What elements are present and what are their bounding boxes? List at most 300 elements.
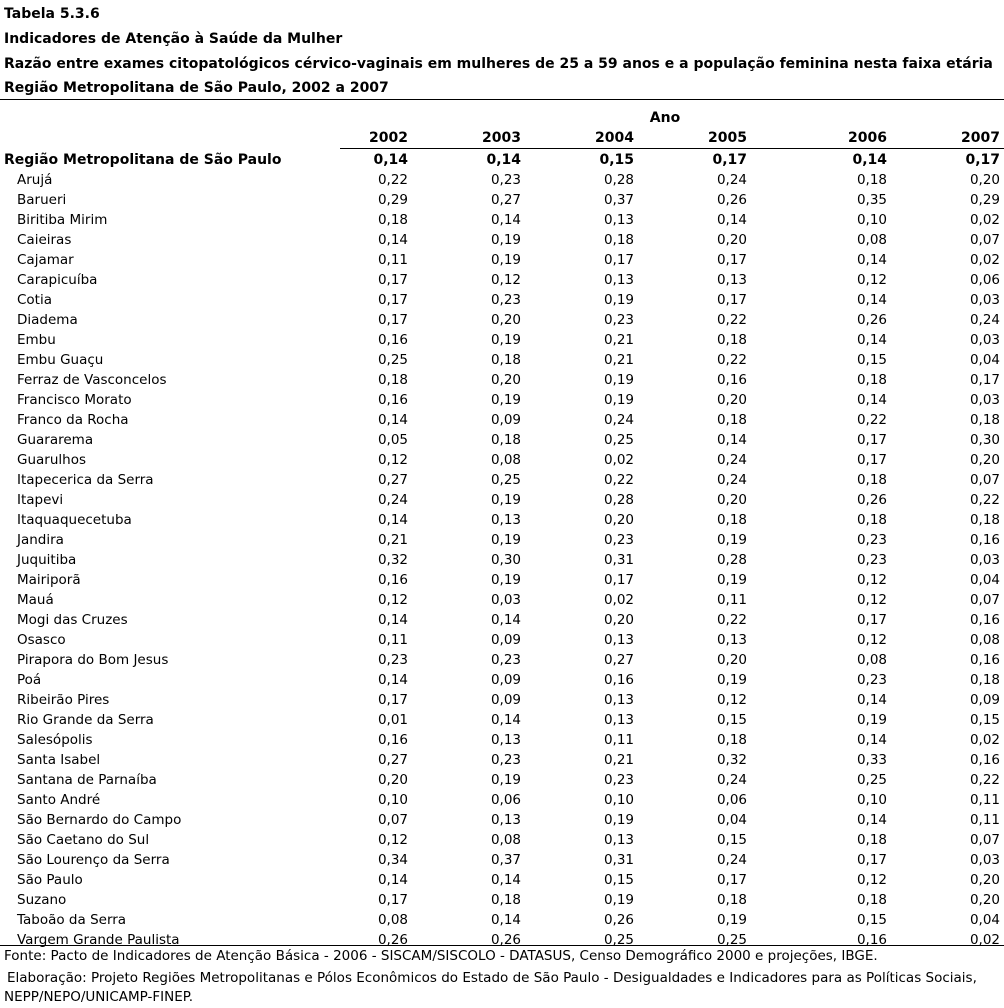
- cell-2005: 0,24: [716, 172, 747, 188]
- cell-2007: 0,18: [969, 672, 1000, 688]
- cell-2002: 0,07: [377, 812, 408, 828]
- cell-2007: 0,22: [969, 492, 1000, 508]
- cell-2002: 0,18: [377, 212, 408, 228]
- row-label: Osasco: [17, 632, 66, 648]
- table-row: [0, 450, 1004, 470]
- cell-2007: 0,18: [969, 412, 1000, 428]
- cell-2005: 0,18: [716, 412, 747, 428]
- cell-2002: 0,23: [377, 652, 408, 668]
- cell-2003: 0,19: [490, 572, 521, 588]
- cell-2007: 0,16: [969, 652, 1000, 668]
- cell-2006: 0,26: [856, 492, 887, 508]
- row-label: Barueri: [17, 192, 67, 208]
- row-label: Vargem Grande Paulista: [17, 932, 180, 948]
- cell-2003: 0,19: [490, 492, 521, 508]
- table-row: [0, 850, 1004, 870]
- cell-2005: 0,19: [716, 532, 747, 548]
- cell-2006: 0,35: [856, 192, 887, 208]
- cell-2002: 0,29: [377, 192, 408, 208]
- row-label: Região Metropolitana de São Paulo: [4, 152, 282, 168]
- cell-2003: 0,19: [490, 232, 521, 248]
- row-label: Guarulhos: [17, 452, 86, 468]
- table-row: [0, 350, 1004, 370]
- cell-2005: 0,17: [712, 152, 747, 168]
- cell-2005: 0,20: [716, 652, 747, 668]
- cell-2007: 0,07: [969, 592, 1000, 608]
- cell-2006: 0,17: [856, 432, 887, 448]
- cell-2006: 0,14: [856, 692, 887, 708]
- cell-2006: 0,12: [856, 872, 887, 888]
- cell-2007: 0,11: [969, 792, 1000, 808]
- table-row: [0, 610, 1004, 630]
- cell-2002: 0,32: [377, 552, 408, 568]
- table-row: [0, 530, 1004, 550]
- cell-2004: 0,19: [603, 892, 634, 908]
- cell-2005: 0,06: [716, 792, 747, 808]
- cell-2007: 0,22: [969, 772, 1000, 788]
- cell-2004: 0,24: [603, 412, 634, 428]
- cell-2002: 0,14: [377, 412, 408, 428]
- cell-2002: 0,14: [377, 232, 408, 248]
- cell-2007: 0,17: [965, 152, 1000, 168]
- cell-2003: 0,19: [490, 392, 521, 408]
- cell-2004: 0,13: [603, 692, 634, 708]
- cell-2003: 0,13: [490, 732, 521, 748]
- cell-2004: 0,25: [603, 932, 634, 948]
- table-row: [0, 410, 1004, 430]
- table-row: [0, 750, 1004, 770]
- cell-2006: 0,33: [856, 752, 887, 768]
- elaboration-note-cont: NEPP/NEPO/UNICAMP-FINEP.: [4, 989, 194, 1005]
- cell-2006: 0,18: [856, 512, 887, 528]
- cell-2007: 0,03: [969, 552, 1000, 568]
- table-row: [0, 810, 1004, 830]
- cell-2003: 0,23: [490, 752, 521, 768]
- cell-2007: 0,08: [969, 632, 1000, 648]
- cell-2003: 0,23: [490, 172, 521, 188]
- cell-2006: 0,08: [856, 232, 887, 248]
- cell-2004: 0,25: [603, 432, 634, 448]
- cell-2004: 0,19: [603, 292, 634, 308]
- row-label: Francisco Morato: [17, 392, 132, 408]
- cell-2005: 0,17: [716, 292, 747, 308]
- cell-2005: 0,28: [716, 552, 747, 568]
- cell-2007: 0,02: [969, 212, 1000, 228]
- cell-2005: 0,14: [716, 212, 747, 228]
- year-header-2005: 2005: [708, 130, 747, 146]
- cell-2007: 0,04: [969, 912, 1000, 928]
- cell-2007: 0,17: [969, 372, 1000, 388]
- table-body: [0, 150, 1004, 950]
- row-label: Embu Guaçu: [17, 352, 104, 368]
- cell-2004: 0,10: [603, 792, 634, 808]
- cell-2007: 0,03: [969, 332, 1000, 348]
- cell-2006: 0,18: [856, 472, 887, 488]
- cell-2006: 0,14: [852, 152, 887, 168]
- row-label: Carapicuíba: [17, 272, 98, 288]
- table-row: [0, 690, 1004, 710]
- cell-2004: 0,23: [603, 772, 634, 788]
- cell-2007: 0,16: [969, 612, 1000, 628]
- cell-2005: 0,19: [716, 672, 747, 688]
- table-row: [0, 790, 1004, 810]
- cell-2003: 0,08: [490, 452, 521, 468]
- cell-2002: 0,16: [377, 392, 408, 408]
- cell-2004: 0,28: [603, 492, 634, 508]
- cell-2005: 0,14: [716, 432, 747, 448]
- cell-2003: 0,19: [490, 332, 521, 348]
- row-label: Santana de Parnaíba: [17, 772, 157, 788]
- row-label: Taboão da Serra: [17, 912, 127, 928]
- cell-2006: 0,14: [856, 332, 887, 348]
- cell-2005: 0,18: [716, 892, 747, 908]
- cell-2003: 0,19: [490, 252, 521, 268]
- row-label: Mairiporã: [17, 572, 81, 588]
- row-label: Poá: [17, 672, 42, 688]
- row-label: Franco da Rocha: [17, 412, 129, 428]
- cell-2006: 0,25: [856, 772, 887, 788]
- cell-2007: 0,03: [969, 392, 1000, 408]
- row-label: Santa Isabel: [17, 752, 101, 768]
- cell-2003: 0,09: [490, 672, 521, 688]
- cell-2006: 0,18: [856, 372, 887, 388]
- cell-2007: 0,03: [969, 852, 1000, 868]
- cell-2007: 0,18: [969, 512, 1000, 528]
- table-row: [0, 170, 1004, 190]
- cell-2006: 0,15: [856, 912, 887, 928]
- cell-2002: 0,34: [377, 852, 408, 868]
- row-label: Jandira: [17, 532, 64, 548]
- table-row: [0, 250, 1004, 270]
- cell-2004: 0,23: [603, 532, 634, 548]
- cell-2005: 0,18: [716, 732, 747, 748]
- table-row: [0, 510, 1004, 530]
- row-label: Itaquaquecetuba: [17, 512, 132, 528]
- cell-2004: 0,23: [603, 312, 634, 328]
- cell-2003: 0,13: [490, 512, 521, 528]
- table-row: [0, 270, 1004, 290]
- cell-2002: 0,27: [377, 472, 408, 488]
- table-row: [0, 870, 1004, 890]
- cell-2004: 0,21: [603, 332, 634, 348]
- cell-2007: 0,20: [969, 872, 1000, 888]
- cell-2002: 0,16: [377, 732, 408, 748]
- cell-2003: 0,08: [490, 832, 521, 848]
- table-row: [0, 890, 1004, 910]
- cell-2003: 0,09: [490, 692, 521, 708]
- cell-2006: 0,18: [856, 892, 887, 908]
- cell-2006: 0,26: [856, 312, 887, 328]
- table-row: [0, 190, 1004, 210]
- cell-2006: 0,14: [856, 292, 887, 308]
- table-row: [0, 730, 1004, 750]
- cell-2005: 0,20: [716, 492, 747, 508]
- cell-2005: 0,15: [716, 832, 747, 848]
- row-label: Arujá: [17, 172, 53, 188]
- cell-2006: 0,10: [856, 792, 887, 808]
- row-label: Mauá: [17, 592, 54, 608]
- year-header-2002: 2002: [369, 130, 408, 146]
- cell-2003: 0,09: [490, 412, 521, 428]
- cell-2004: 0,19: [603, 812, 634, 828]
- cell-2007: 0,16: [969, 532, 1000, 548]
- table-row: [0, 670, 1004, 690]
- region-period: Região Metropolitana de São Paulo, 2002 a 2007: [4, 80, 389, 96]
- cell-2005: 0,22: [716, 352, 747, 368]
- cell-2004: 0,13: [603, 712, 634, 728]
- table-row: [0, 330, 1004, 350]
- cell-2004: 0,13: [603, 212, 634, 228]
- cell-2006: 0,15: [856, 352, 887, 368]
- cell-2006: 0,12: [856, 272, 887, 288]
- table-row: [0, 630, 1004, 650]
- cell-2007: 0,30: [969, 432, 1000, 448]
- cell-2004: 0,20: [603, 512, 634, 528]
- cell-2006: 0,08: [856, 652, 887, 668]
- cell-2005: 0,04: [716, 812, 747, 828]
- cell-2002: 0,16: [377, 572, 408, 588]
- row-label: Cajamar: [17, 252, 74, 268]
- cell-2006: 0,18: [856, 832, 887, 848]
- cell-2005: 0,20: [716, 392, 747, 408]
- cell-2003: 0,14: [490, 212, 521, 228]
- table-row: [0, 590, 1004, 610]
- cell-2006: 0,17: [856, 452, 887, 468]
- cell-2007: 0,04: [969, 572, 1000, 588]
- cell-2003: 0,37: [490, 852, 521, 868]
- cell-2004: 0,11: [603, 732, 634, 748]
- cell-2007: 0,02: [969, 932, 1000, 948]
- table-label: Tabela 5.3.6: [4, 6, 100, 22]
- cell-2002: 0,24: [377, 492, 408, 508]
- cell-2005: 0,13: [716, 632, 747, 648]
- cell-2003: 0,09: [490, 632, 521, 648]
- cell-2003: 0,18: [490, 352, 521, 368]
- source-note: Fonte: Pacto de Indicadores de Atenção Básica - 2006 - SISCAM/SISCOLO - DATASUS, Censo Demográfico 2000 e projeções, IBGE.: [4, 948, 878, 964]
- row-label: Rio Grande da Serra: [17, 712, 154, 728]
- table-row-total: [0, 150, 1004, 170]
- cell-2007: 0,06: [969, 272, 1000, 288]
- cell-2003: 0,03: [490, 592, 521, 608]
- cell-2006: 0,23: [856, 672, 887, 688]
- cell-2002: 0,22: [377, 172, 408, 188]
- row-label: Suzano: [17, 892, 67, 908]
- cell-2002: 0,17: [377, 692, 408, 708]
- cell-2003: 0,14: [490, 872, 521, 888]
- cell-2002: 0,01: [377, 712, 408, 728]
- row-label: Mogi das Cruzes: [17, 612, 128, 628]
- cell-2002: 0,17: [377, 312, 408, 328]
- table-row: [0, 310, 1004, 330]
- cell-2005: 0,12: [716, 692, 747, 708]
- cell-2004: 0,02: [603, 452, 634, 468]
- cell-2005: 0,19: [716, 912, 747, 928]
- cell-2002: 0,16: [377, 332, 408, 348]
- cell-2002: 0,14: [377, 512, 408, 528]
- row-label: São Caetano do Sul: [17, 832, 150, 848]
- cell-2005: 0,17: [716, 872, 747, 888]
- cell-2002: 0,12: [377, 592, 408, 608]
- year-header-2003: 2003: [482, 130, 521, 146]
- cell-2007: 0,07: [969, 832, 1000, 848]
- cell-2003: 0,12: [490, 272, 521, 288]
- cell-2002: 0,26: [377, 932, 408, 948]
- cell-2007: 0,02: [969, 732, 1000, 748]
- table-row: [0, 550, 1004, 570]
- row-label: Cotia: [17, 292, 53, 308]
- cell-2004: 0,19: [603, 372, 634, 388]
- cell-2005: 0,24: [716, 852, 747, 868]
- row-label: Itapecerica da Serra: [17, 472, 154, 488]
- cell-2004: 0,20: [603, 612, 634, 628]
- cell-2005: 0,26: [716, 192, 747, 208]
- table-row: [0, 430, 1004, 450]
- cell-2003: 0,26: [490, 932, 521, 948]
- table-row: [0, 290, 1004, 310]
- cell-2007: 0,07: [969, 232, 1000, 248]
- row-label: Guararema: [17, 432, 94, 448]
- row-label: Caieiras: [17, 232, 72, 248]
- cell-2007: 0,29: [969, 192, 1000, 208]
- cell-2003: 0,20: [490, 312, 521, 328]
- cell-2005: 0,19: [716, 572, 747, 588]
- cell-2002: 0,14: [377, 612, 408, 628]
- cell-2002: 0,14: [377, 872, 408, 888]
- cell-2005: 0,13: [716, 272, 747, 288]
- cell-2005: 0,22: [716, 612, 747, 628]
- table-row: [0, 390, 1004, 410]
- cell-2003: 0,18: [490, 892, 521, 908]
- cell-2004: 0,27: [603, 652, 634, 668]
- cell-2004: 0,18: [603, 232, 634, 248]
- cell-2007: 0,04: [969, 352, 1000, 368]
- cell-2002: 0,10: [377, 792, 408, 808]
- row-label: Ferraz de Vasconcelos: [17, 372, 167, 388]
- cell-2002: 0,17: [377, 272, 408, 288]
- cell-2004: 0,16: [603, 672, 634, 688]
- cell-2003: 0,13: [490, 812, 521, 828]
- cell-2004: 0,13: [603, 832, 634, 848]
- year-header-2007: 2007: [961, 130, 1000, 146]
- cell-2003: 0,30: [490, 552, 521, 568]
- cell-2005: 0,18: [716, 332, 747, 348]
- cell-2005: 0,22: [716, 312, 747, 328]
- cell-2006: 0,10: [856, 212, 887, 228]
- cell-2002: 0,11: [377, 632, 408, 648]
- cell-2004: 0,15: [599, 152, 634, 168]
- bottom-rule: [0, 945, 1004, 946]
- cell-2002: 0,12: [377, 832, 408, 848]
- table-row: [0, 370, 1004, 390]
- cell-2007: 0,02: [969, 252, 1000, 268]
- cell-2006: 0,12: [856, 592, 887, 608]
- cell-2007: 0,07: [969, 472, 1000, 488]
- cell-2003: 0,14: [490, 612, 521, 628]
- row-label: Diadema: [17, 312, 78, 328]
- cell-2005: 0,17: [716, 252, 747, 268]
- cell-2005: 0,15: [716, 712, 747, 728]
- cell-2004: 0,21: [603, 352, 634, 368]
- table-row: [0, 930, 1004, 950]
- cell-2006: 0,14: [856, 732, 887, 748]
- row-label: Pirapora do Bom Jesus: [17, 652, 169, 668]
- table-row: [0, 210, 1004, 230]
- cell-2007: 0,20: [969, 892, 1000, 908]
- year-header-2004: 2004: [595, 130, 634, 146]
- cell-2006: 0,23: [856, 552, 887, 568]
- cell-2002: 0,17: [377, 892, 408, 908]
- cell-2003: 0,14: [490, 912, 521, 928]
- cell-2007: 0,11: [969, 812, 1000, 828]
- cell-2006: 0,18: [856, 172, 887, 188]
- cell-2007: 0,03: [969, 292, 1000, 308]
- cell-2004: 0,37: [603, 192, 634, 208]
- cell-2003: 0,27: [490, 192, 521, 208]
- cell-2007: 0,20: [969, 172, 1000, 188]
- row-label: Juquitiba: [17, 552, 77, 568]
- table-row: [0, 470, 1004, 490]
- table-row: [0, 710, 1004, 730]
- cell-2004: 0,13: [603, 632, 634, 648]
- table-row: [0, 650, 1004, 670]
- row-label: São Paulo: [17, 872, 83, 888]
- table-row: [0, 770, 1004, 790]
- cell-2003: 0,18: [490, 432, 521, 448]
- cell-2004: 0,22: [603, 472, 634, 488]
- cell-2006: 0,12: [856, 572, 887, 588]
- cell-2002: 0,14: [373, 152, 408, 168]
- cell-2004: 0,28: [603, 172, 634, 188]
- cell-2006: 0,17: [856, 612, 887, 628]
- cell-2004: 0,02: [603, 592, 634, 608]
- cell-2003: 0,14: [490, 712, 521, 728]
- cell-2002: 0,08: [377, 912, 408, 928]
- row-label: Itapevi: [17, 492, 64, 508]
- cell-2005: 0,25: [716, 932, 747, 948]
- cell-2003: 0,14: [486, 152, 521, 168]
- table-row: [0, 910, 1004, 930]
- elaboration-note: Elaboração: Projeto Regiões Metropolitanas e Pólos Econômicos do Estado de São Paulo - Desigualdades e Indicadores para as Políticas Sociais,: [7, 970, 977, 986]
- table-row: [0, 830, 1004, 850]
- cell-2007: 0,09: [969, 692, 1000, 708]
- cell-2002: 0,27: [377, 752, 408, 768]
- cell-2002: 0,25: [377, 352, 408, 368]
- cell-2006: 0,14: [856, 812, 887, 828]
- row-label: Salesópolis: [17, 732, 93, 748]
- row-label: Santo André: [17, 792, 101, 808]
- cell-2002: 0,14: [377, 672, 408, 688]
- year-group-header: Ano: [649, 110, 681, 126]
- cell-2006: 0,14: [856, 392, 887, 408]
- year-header-2006: 2006: [848, 130, 887, 146]
- row-label: Embu: [17, 332, 56, 348]
- cell-2002: 0,17: [377, 292, 408, 308]
- row-label: São Bernardo do Campo: [17, 812, 182, 828]
- cell-2005: 0,20: [716, 232, 747, 248]
- cell-2006: 0,17: [856, 852, 887, 868]
- cell-2003: 0,25: [490, 472, 521, 488]
- header-underline: [340, 148, 1004, 149]
- cell-2007: 0,15: [969, 712, 1000, 728]
- cell-2006: 0,22: [856, 412, 887, 428]
- cell-2005: 0,18: [716, 512, 747, 528]
- row-label: Biritiba Mirim: [17, 212, 108, 228]
- cell-2004: 0,21: [603, 752, 634, 768]
- table-subtitle: Razão entre exames citopatológicos cérvico-vaginais em mulheres de 25 a 59 anos e a população feminina nesta faixa etária: [4, 56, 993, 72]
- cell-2003: 0,19: [490, 772, 521, 788]
- table-row: [0, 490, 1004, 510]
- table-row: [0, 570, 1004, 590]
